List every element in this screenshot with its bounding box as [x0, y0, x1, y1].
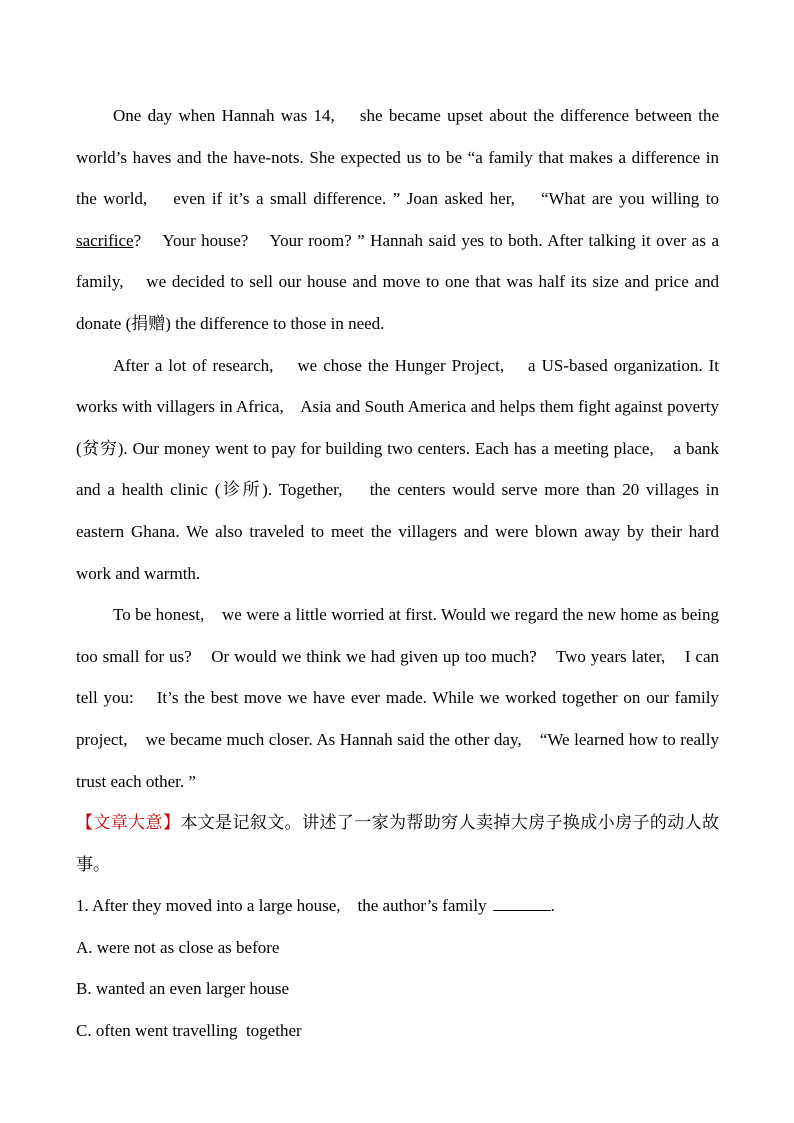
p1-text-before: One day when Hannah was 14, she became upset about the difference between the world’s haves and the have-nots. She expected us to be “a family that makes a difference in the world, even if it’s a small difference. ” Joan asked her, “What are you willing to: [76, 106, 719, 209]
underlined-word-sacrifice: sacrifice: [76, 230, 134, 250]
option-b: B. wanted an even larger house: [76, 979, 290, 999]
question-stem-end: .: [550, 896, 555, 916]
document-page: [76, 95, 719, 1052]
option-a: A. were not as close as before: [76, 937, 280, 957]
question-stem: [76, 885, 719, 927]
passage-paragraph-1: [76, 95, 719, 345]
summary-paragraph: [76, 802, 719, 885]
summary-tag: 【文章大意】: [76, 813, 181, 833]
p1-text-after: ? Your house? Your room? ” Hannah said yes to both. After talking it over as a family, we decided to sell our house and move to one that was half its size and price and donate (捐赠) the difference to those in need.: [76, 230, 719, 333]
option-c: C. often went travelling together: [76, 1021, 302, 1041]
summary-text: 本文是记叙文。讲述了一家为帮助穷人卖掉大房子换成小房子的动人故事。: [76, 813, 720, 874]
passage-paragraph-3: To be honest, we were a little worried at first. Would we regard the new home as being too small for us? Or would we think we had given up too much? Two years later, I can tell you: It’s the best move we have ever made. While we worked together on our family project, we became much closer. As Hannah said the other day, “We learned how to really trust each other. ”: [76, 605, 719, 791]
answer-blank: [493, 896, 551, 911]
passage-paragraph-2: After a lot of research, we chose the Hunger Project, a US-based organization. It works with villagers in Africa, Asia and South America and helps them fight against poverty (贫穷). Our money went to pay for building two centers. Each has a meeting place, a bank and a health clinic (诊所). Together, the centers would serve more than 20 villages in eastern Ghana. We also traveled to meet the villagers and were blown away by their hard work and warmth.: [76, 355, 719, 583]
question-stem-text: 1. After they moved into a large house, the author’s family: [76, 896, 487, 916]
